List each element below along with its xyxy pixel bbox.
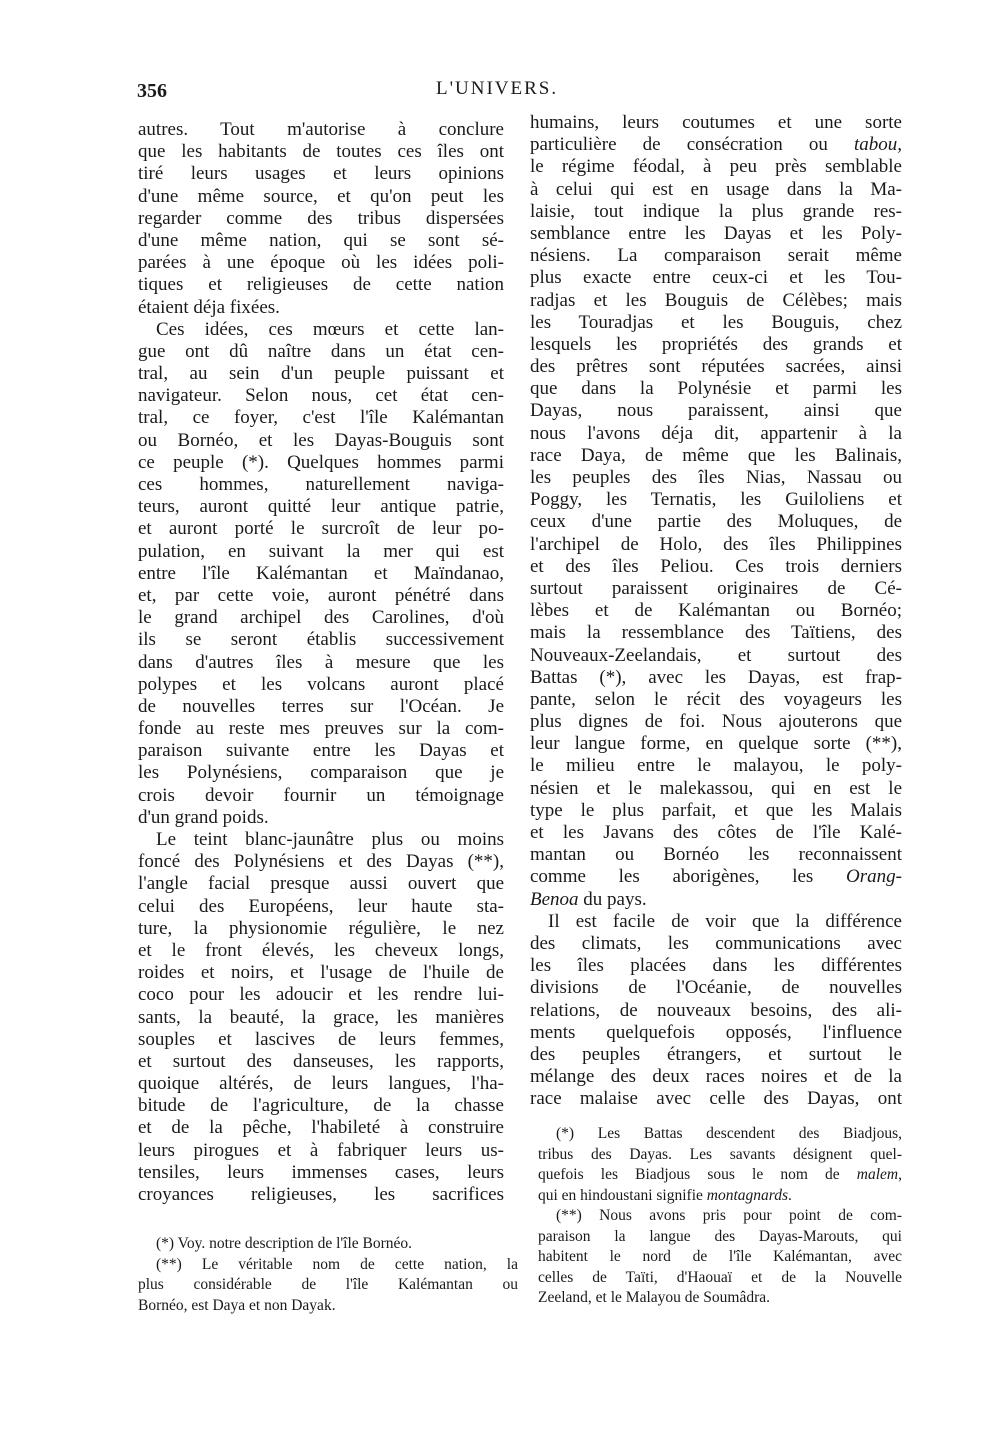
line-text: (*) Voy. notre description de l'île Bornéo.	[156, 1235, 413, 1252]
text-line	[138, 652, 504, 674]
line-text: l'angle facial presque aussi ouvert que	[138, 873, 504, 895]
italic-term: tabou,	[853, 134, 902, 156]
text-line	[538, 1145, 902, 1166]
text-line	[138, 674, 504, 696]
text-line	[530, 955, 902, 977]
line-text: que les habitants de toutes ces îles ont	[138, 141, 504, 163]
line-text: croyances religieuses, les sacrifices	[138, 1184, 504, 1205]
text-line	[530, 201, 902, 223]
text-line	[530, 778, 902, 800]
line-text: et auront porté le surcroît de leur po-	[138, 518, 504, 540]
text-line	[138, 607, 504, 629]
text-line	[530, 733, 902, 755]
text-line	[538, 1124, 902, 1145]
text-line	[138, 940, 504, 962]
text-line	[138, 740, 504, 762]
text-line	[138, 718, 504, 740]
line-text: mantan ou Bornéo les reconnaissent	[530, 844, 902, 866]
line-text: Nouveaux-Zeelandais, et surtout des	[530, 644, 902, 666]
text-line	[138, 1117, 504, 1139]
line-text: des peuples étrangers, et surtout le	[530, 1043, 902, 1065]
footnotes-left	[138, 1234, 518, 1316]
text-line	[530, 578, 902, 600]
text-line	[530, 844, 902, 866]
text-line	[138, 563, 504, 585]
line-text: autres. Tout m'autorise à conclure	[138, 119, 504, 140]
text-line	[530, 489, 902, 511]
text-line	[138, 186, 504, 208]
line-text: leur langue forme, en quelque sorte (**),	[530, 733, 902, 755]
line-text: .	[788, 1186, 792, 1204]
text-line	[138, 208, 504, 230]
line-text: (**) Nous avons pris pour point de com-	[556, 1207, 902, 1224]
text-line	[530, 156, 902, 178]
line-text: type le plus parfait, et que les Malais	[530, 799, 902, 821]
line-text: le régime féodal, à peu près semblable	[530, 156, 902, 178]
text-line	[138, 496, 504, 518]
line-text: d'une même source, et qu'on peut les	[138, 185, 504, 207]
text-line	[530, 179, 902, 201]
text-line	[530, 755, 902, 777]
line-text: et, par cette voie, auront pénétré dans	[138, 584, 504, 606]
line-text: tral, ce foyer, c'est l'île Kalémantan	[138, 407, 504, 429]
line-text: ture, la physionomie régulière, le nez	[138, 917, 504, 939]
text-line	[530, 889, 902, 911]
line-text: dans d'autres îles à mesure que les	[138, 651, 504, 673]
line-text: Bornéo, est Daya et non Dayak.	[138, 1296, 336, 1314]
line-text: de nouvelles terres sur l'Océan. Je	[138, 695, 504, 717]
text-line	[138, 1140, 504, 1162]
line-text: le grand archipel des Carolines, d'où	[138, 607, 504, 629]
line-text: laisie, tout indique la plus grande res-	[530, 200, 902, 222]
text-line	[530, 112, 902, 134]
line-text: divisions de l'Océanie, de nouvelles	[530, 977, 902, 999]
text-line	[138, 1162, 504, 1184]
line-text: Le teint blanc-jaunâtre plus ou moins	[156, 829, 504, 850]
text-line	[530, 134, 902, 156]
line-text: entre l'île Kalémantan et Maïndanao,	[138, 562, 504, 584]
text-line	[138, 807, 504, 829]
line-text: roides et noirs, et l'usage de l'huile de	[138, 962, 504, 984]
line-text: polypes et les volcans auront placé	[138, 673, 504, 695]
line-text: ments quelquefois opposés, l'influence	[530, 1021, 902, 1043]
line-text: et le front élevés, les cheveux longs,	[138, 939, 504, 961]
text-line	[138, 297, 504, 319]
text-line	[138, 585, 504, 607]
line-text: celui des Européens, leur haute sta-	[138, 895, 504, 917]
text-line	[530, 977, 902, 999]
line-text: sants, la beauté, la grace, les manières	[138, 1006, 504, 1028]
text-line	[138, 762, 504, 784]
text-line	[530, 445, 902, 467]
text-line	[530, 689, 902, 711]
text-line	[138, 119, 504, 141]
line-text: tribus des Dayas. Les savants désignent quel-	[538, 1145, 902, 1163]
line-text: Battas (*), avec les Dayas, est frap-	[530, 666, 902, 688]
line-text: tensiles, leurs immenses cases, leurs	[138, 1161, 504, 1183]
line-text: le milieu entre le malayou, le poly-	[530, 755, 902, 777]
line-text: comme les aborigènes, les	[530, 866, 847, 888]
text-line	[138, 1051, 504, 1073]
text-line	[138, 1029, 504, 1051]
line-text: ces hommes, naturellement naviga-	[138, 474, 504, 495]
text-line	[538, 1186, 902, 1207]
line-text: tral, au sein d'un peuple puissant et	[138, 363, 504, 385]
text-line	[530, 400, 902, 422]
line-text: (*) Les Battas descendent des Biadjous,	[556, 1125, 902, 1142]
line-text: lèbes et de Kalémantan ou Bornéo;	[530, 600, 902, 622]
line-text: des climats, les communications avec	[530, 932, 902, 954]
text-line	[138, 252, 504, 274]
line-text: leurs pirogues et à fabriquer leurs us-	[138, 1139, 504, 1161]
line-text: mélange des deux races noires et de la	[530, 1066, 902, 1088]
line-text: habitent le nord de l'île Kalémantan, avec	[538, 1248, 902, 1265]
text-line	[138, 1073, 504, 1095]
line-text: mais la ressemblance des Taïtiens, des	[530, 622, 902, 644]
line-text: plus dignes de foi. Nous ajouterons que	[530, 711, 902, 733]
line-text: nésien et le malekassou, qui en est le	[530, 777, 902, 799]
line-text: ou Bornéo, et les Dayas-Bouguis sont	[138, 429, 504, 451]
line-text: les îles placées dans les différentes	[530, 955, 902, 977]
text-line	[138, 518, 504, 540]
text-line	[138, 696, 504, 718]
text-line	[530, 822, 902, 844]
text-line	[530, 600, 902, 622]
text-line	[138, 1296, 518, 1317]
text-line	[530, 467, 902, 489]
line-text: et surtout des danseuses, les rapports,	[138, 1050, 504, 1072]
text-line	[530, 334, 902, 356]
line-text: paraison suivante entre les Dayas et	[138, 740, 504, 762]
line-text: tiques et religieuses de cette nation	[138, 274, 504, 296]
line-text: nésiens. La comparaison serait même	[530, 245, 902, 267]
left-column	[138, 119, 504, 1206]
line-text: tiré leurs usages et leurs opinions	[138, 163, 504, 185]
line-text: les Touradjas et les Bouguis, chez	[530, 311, 902, 333]
line-text: quefois les Biadjous sous le nom de	[538, 1166, 857, 1183]
italic-term: malem	[856, 1166, 899, 1183]
line-text: fonde au reste mes preuves sur la com-	[138, 718, 504, 740]
text-line	[530, 267, 902, 289]
text-line	[138, 851, 504, 873]
line-text: gue ont dû naître dans un état cen-	[138, 340, 504, 362]
line-text: l'archipel de Holo, des îles Philippines	[530, 533, 902, 555]
line-text: à celui qui est en usage dans la Ma-	[530, 178, 902, 200]
text-line	[530, 622, 902, 644]
italic-term: Orang-	[846, 866, 902, 888]
text-line	[530, 223, 902, 245]
line-text: ce peuple (*). Quelques hommes parmi	[138, 451, 504, 473]
text-line	[138, 1184, 504, 1206]
line-text: Poggy, les Ternatis, les Guiloliens et	[530, 489, 902, 511]
line-text: ils se seront établis successivement	[138, 629, 504, 651]
line-text: foncé des Polynésiens et des Dayas (**),	[138, 851, 504, 873]
text-line	[530, 511, 902, 533]
text-line	[530, 1066, 902, 1088]
line-text: qui en hindoustani signifie	[538, 1186, 707, 1204]
text-line	[530, 711, 902, 733]
line-text: race malaise avec celle des Dayas, ont	[530, 1088, 902, 1110]
line-text: humains, leurs coutumes et une sorte	[530, 112, 902, 133]
line-text: navigateur. Selon nous, cet état cen-	[138, 385, 504, 407]
text-line	[530, 378, 902, 400]
line-text: et de la pêche, l'habileté à construire	[138, 1117, 504, 1139]
text-line	[138, 829, 504, 851]
text-line	[138, 629, 504, 651]
text-line	[530, 290, 902, 312]
text-line	[138, 984, 504, 1006]
line-text: des prêtres sont réputées sacrées, ainsi	[530, 356, 902, 378]
text-line	[538, 1268, 902, 1289]
text-line	[538, 1227, 902, 1248]
text-line	[138, 452, 504, 474]
line-text: pante, selon le récit des voyageurs les	[530, 688, 902, 710]
text-line	[138, 1095, 504, 1117]
text-line	[138, 274, 504, 296]
text-line	[530, 534, 902, 556]
text-line	[530, 1088, 902, 1110]
line-text: bitude de l'agriculture, de la chasse	[138, 1095, 504, 1117]
line-text: pulation, en suivant la mer qui est	[138, 540, 504, 562]
text-line	[138, 474, 504, 496]
text-line	[530, 1044, 902, 1066]
text-line	[138, 918, 504, 940]
line-text: celles de Taïti, d'Haouaï et de la Nouvelle	[538, 1268, 902, 1286]
line-text: ceux d'une partie des Moluques, de	[530, 511, 902, 533]
line-text: crois devoir fournir un témoignage	[138, 784, 504, 806]
line-text: surtout paraissent originaires de Cé-	[530, 577, 902, 599]
text-line	[138, 873, 504, 895]
text-line	[138, 230, 504, 252]
line-text: Ces idées, ces mœurs et cette lan-	[156, 318, 504, 340]
text-line	[530, 1000, 902, 1022]
line-text: relations, de nouveaux besoins, des ali-	[530, 999, 902, 1021]
text-line	[138, 319, 504, 341]
text-line	[530, 312, 902, 334]
line-text: plus considérable de l'île Kalémantan ou	[138, 1276, 518, 1293]
text-line	[138, 141, 504, 163]
footnotes-right	[538, 1124, 902, 1309]
text-line	[530, 933, 902, 955]
line-text: teurs, auront quitté leur antique patrie,	[138, 496, 504, 518]
text-line	[530, 667, 902, 689]
text-line	[138, 962, 504, 984]
line-text: nous l'avons déja dit, appartenir à la	[530, 422, 902, 444]
text-line	[530, 556, 902, 578]
text-line	[530, 866, 902, 888]
text-line	[138, 541, 504, 563]
line-text: paraison la langue des Dayas-Marouts, qui	[538, 1227, 902, 1245]
text-line	[530, 356, 902, 378]
text-line	[538, 1206, 902, 1227]
italic-term: montagnards	[706, 1186, 789, 1204]
line-text: plus exacte entre ceux-ci et les Tou-	[530, 267, 902, 289]
line-text: quoique altérés, de leurs langues, l'ha-	[138, 1073, 504, 1095]
line-text: ,	[898, 1166, 902, 1183]
running-title: L'UNIVERS.	[436, 78, 559, 99]
text-line	[138, 341, 504, 363]
line-text: que dans la Polynésie et parmi les	[530, 378, 902, 400]
line-text: et les Javans des côtes de l'île Kalé-	[530, 822, 902, 843]
line-text: d'un grand poids.	[138, 806, 269, 828]
text-line	[538, 1165, 902, 1186]
text-line	[530, 245, 902, 267]
line-text: souples et lascives de leurs femmes,	[138, 1028, 504, 1050]
line-text: Il est facile de voir que la différence	[548, 910, 902, 932]
text-line	[138, 163, 504, 185]
text-line	[138, 1255, 518, 1276]
text-line	[138, 896, 504, 918]
line-text: Zeeland, et le Malayou de Soumâdra.	[538, 1289, 770, 1306]
line-text: du pays.	[578, 888, 647, 910]
line-text: parées à une époque où les idées poli-	[138, 252, 504, 274]
text-line	[538, 1247, 902, 1268]
line-text: semblance entre les Dayas et les Poly-	[530, 222, 902, 244]
text-line	[138, 385, 504, 407]
text-line	[530, 911, 902, 933]
text-line	[538, 1288, 902, 1309]
text-line	[530, 1022, 902, 1044]
text-line	[138, 785, 504, 807]
line-text: lesquels les propriétés des grands et	[530, 333, 902, 355]
page-number: 356	[137, 80, 167, 102]
text-line	[138, 407, 504, 429]
line-text: étaient déja fixées.	[138, 296, 280, 318]
text-line	[138, 1275, 518, 1296]
line-text: Dayas, nous paraissent, ainsi que	[530, 400, 902, 422]
text-line	[138, 1007, 504, 1029]
line-text: d'une même nation, qui se sont sé-	[138, 229, 504, 251]
line-text: coco pour les adoucir et les rendre lui-	[138, 984, 504, 1006]
line-text: les Polynésiens, comparaison que je	[138, 762, 504, 784]
text-line	[138, 1234, 518, 1255]
right-column	[530, 112, 902, 1110]
line-text: race Daya, de même que les Balinais,	[530, 444, 902, 466]
line-text: les peuples des îles Nias, Nassau ou	[530, 467, 902, 488]
text-line	[138, 363, 504, 385]
line-text: regarder comme des tribus dispersées	[138, 207, 504, 229]
text-line	[530, 645, 902, 667]
text-line	[530, 423, 902, 445]
line-text: (**) Le véritable nom de cette nation, la	[156, 1255, 518, 1273]
line-text: particulière de consécration ou	[530, 134, 854, 156]
italic-term: Benoa	[530, 888, 579, 910]
text-line	[530, 800, 902, 822]
line-text: et des îles Peliou. Ces trois derniers	[530, 555, 902, 577]
text-line	[138, 430, 504, 452]
line-text: radjas et les Bouguis de Célèbes; mais	[530, 289, 902, 311]
